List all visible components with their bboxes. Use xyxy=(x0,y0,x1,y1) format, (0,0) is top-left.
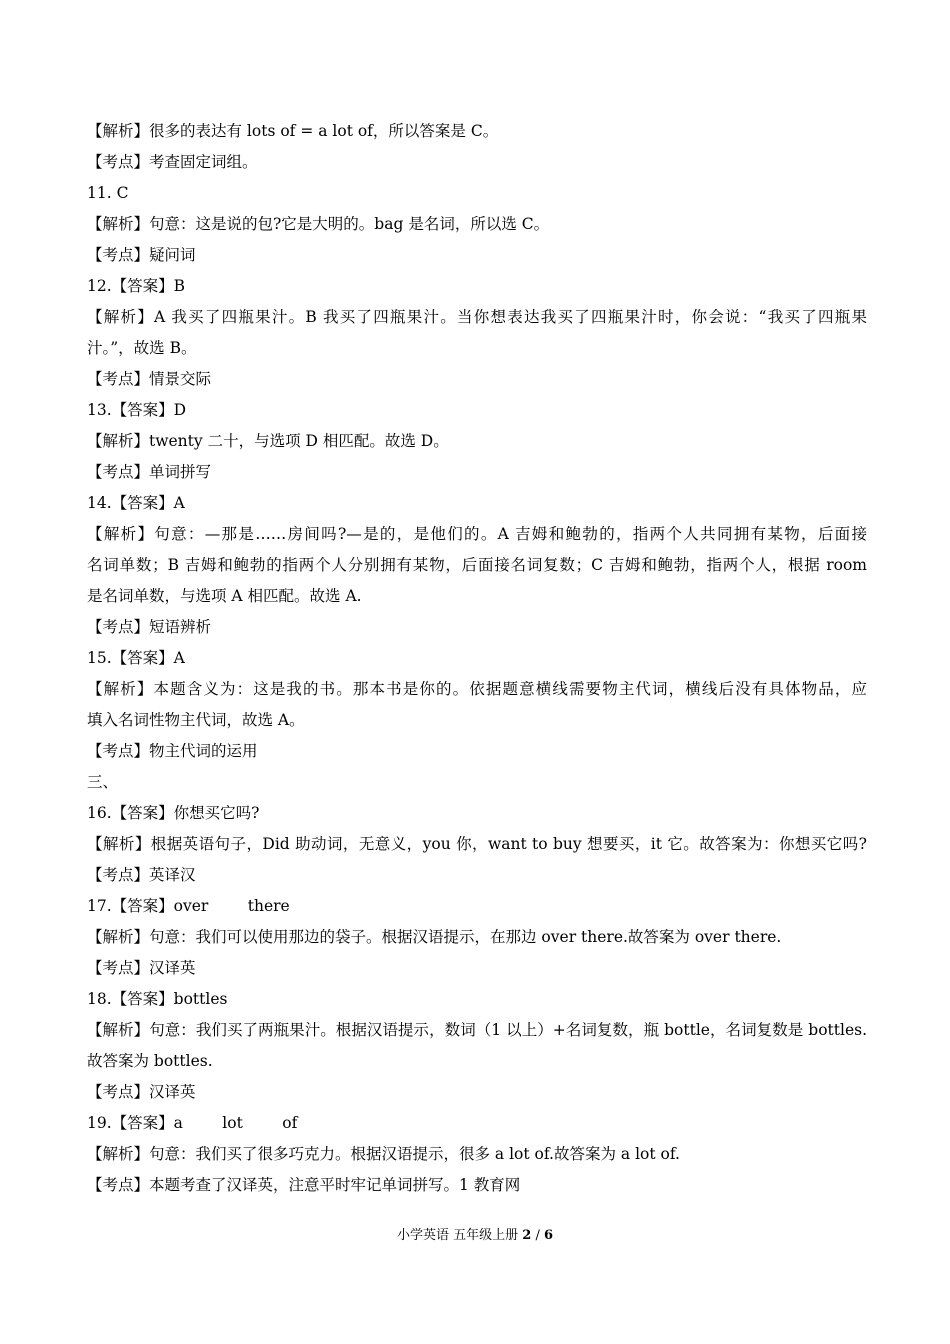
text-line: 【考点】单词拼写 xyxy=(87,463,212,481)
text-line: 汁。”，故选 B。 xyxy=(87,339,197,357)
text-line: 【解析】句意：这是说的包?它是大明的。bag 是名词，所以选 C。 xyxy=(87,215,550,233)
text-line: 名词单数；B 吉姆和鲍勃的指两个人分别拥有某物，后面接名词复数；C 吉姆和鲍勃，指两个人，根据 room xyxy=(87,556,867,574)
text-line: 【解析】A 我买了四瓶果汁。B 我买了四瓶果汁。当你想表达我买了四瓶果汁时，你会说：“我买了四瓶果 xyxy=(87,308,867,326)
text-line: 【解析】句意：我们买了两瓶果汁。根据汉语提示，数词（1 以上）+名词复数，瓶 bottle，名词复数是 bottles. xyxy=(87,1021,867,1039)
text-line: 【解析】句意：我们买了很多巧克力。根据汉语提示，很多 a lot of.故答案为 a lot of. xyxy=(87,1145,680,1163)
page-footer xyxy=(0,1227,950,1245)
text-line: 三、 xyxy=(87,773,119,791)
answer-content xyxy=(87,116,867,1201)
text-line: 【考点】物主代词的运用 xyxy=(87,742,258,760)
text-line: 【考点】本题考查了汉译英，注意平时牢记单词拼写。1 教育网 xyxy=(87,1176,521,1194)
text-line: 【考点】短语辨析 xyxy=(87,618,212,636)
page-number-current: 2 xyxy=(522,1228,532,1243)
text-line: 12.【答案】B xyxy=(87,277,186,295)
text-line: 【考点】汉译英 xyxy=(87,959,196,977)
text-line: 故答案为 bottles. xyxy=(87,1052,213,1070)
text-line: 是名词单数，与选项 A 相匹配。故选 A. xyxy=(87,587,362,605)
text-line: 【考点】英译汉 xyxy=(87,866,196,884)
text-line: 【考点】考查固定词组。 xyxy=(87,153,258,171)
text-line: 14.【答案】A xyxy=(87,494,185,512)
text-line: 【解析】句意：我们可以使用那边的袋子。根据汉语提示，在那边 over there.故答案为 over there. xyxy=(87,928,782,946)
text-line: 19.【答案】a lot of xyxy=(87,1114,298,1132)
text-line: 【考点】情景交际 xyxy=(87,370,212,388)
text-line: 【考点】汉译英 xyxy=(87,1083,196,1101)
text-line: 15.【答案】A xyxy=(87,649,185,667)
text-line: 11. C xyxy=(87,184,129,202)
text-line: 18.【答案】bottles xyxy=(87,990,228,1008)
footer-subject: 小学英语 五年级上册 xyxy=(396,1228,519,1243)
text-line: 【解析】句意：—那是……房间吗?—是的，是他们的。A 吉姆和鲍勃的，指两个人共同拥有某物，后面接 xyxy=(87,525,867,543)
text-line: 17.【答案】over there xyxy=(87,897,290,915)
text-line: 13.【答案】D xyxy=(87,401,187,419)
text-line: 【解析】twenty 二十，与选项 D 相匹配。故选 D。 xyxy=(87,432,449,450)
text-line: 【解析】本题含义为：这是我的书。那本书是你的。依据题意横线需要物主代词，横线后没有具体物品，应 xyxy=(87,680,867,698)
text-line: 填入名词性物主代词，故选 A。 xyxy=(87,711,305,729)
text-line: 16.【答案】你想买它吗? xyxy=(87,804,260,822)
page-number-total: 6 xyxy=(543,1228,554,1243)
text-line: 【解析】很多的表达有 lots of = a lot of，所以答案是 C。 xyxy=(87,122,499,140)
text-line: 【解析】根据英语句子，Did 助动词，无意义，you 你，want to buy 想要买，it 它。故答案为：你想买它吗? xyxy=(87,835,867,853)
text-line: 【考点】疑问词 xyxy=(87,246,196,264)
page-number-separator: / xyxy=(535,1228,540,1243)
